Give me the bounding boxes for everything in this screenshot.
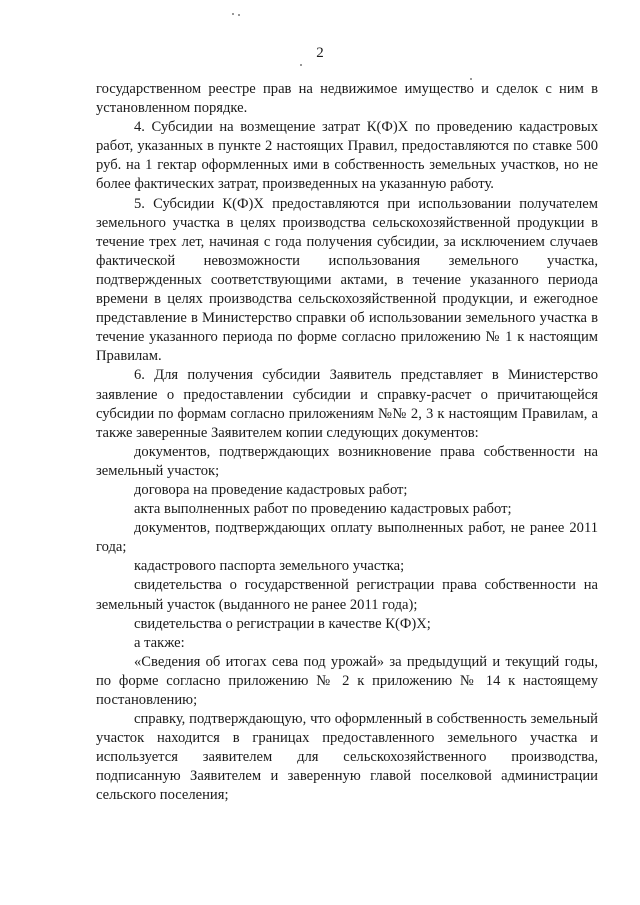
list-item: кадастрового паспорта земельного участка; bbox=[134, 558, 405, 575]
scan-speck bbox=[300, 64, 302, 66]
list-item: свидетельства о регистрации в качестве К(Ф)Х; bbox=[134, 615, 431, 632]
document-body bbox=[96, 80, 598, 806]
paragraph-item-6: 6. Для получения субсидии Заявитель представляет в Министерство заявление о предоставлении субсидии и справку-расчет о причитающейся субсидии по формам согласно приложениям №№ 2, 3 к настоящим Правилам, а также заверенные Заявителем копии следующих документов: bbox=[96, 367, 598, 441]
list-item: свидетельства о государственной регистрации права собственности на земельный участок (выданного не ранее 2011 года); bbox=[96, 577, 598, 613]
page-number: 2 bbox=[316, 45, 324, 61]
list-item: «Сведения об итогах сева под урожай» за предыдущий и текущий годы, по форме согласно приложению № 2 к приложению № 14 к настоящему постановлению; bbox=[96, 653, 598, 708]
scan-speck bbox=[238, 14, 240, 16]
scan-speck bbox=[232, 13, 234, 15]
list-item: а также: bbox=[134, 634, 185, 651]
paragraph-item-5: 5. Субсидии К(Ф)Х предоставляются при использовании получателем земельного участка в целях производства сельскохозяйственной продукции в течение трех лет, начиная с года получения субсидии, за исключением случаев фактической невозможности использования земельного участка, подтвержденных соответствующими актами, в течение указанного периода времени в целях производства сельскохозяйственной продукции, и ежегодное представление в Министерство справки об использовании земельного участка в течение указанного периода по форме согласно приложению № 1 к настоящим Правилам. bbox=[96, 195, 598, 365]
list-item: документов, подтверждающих возникновение права собственности на земельный участок; bbox=[96, 443, 598, 479]
list-item: справку, подтверждающую, что оформленный в собственность земельный участок находится в границах предоставленного земельного участка и используется заявителем для сельскохозяйственного производства, подписанную Заявителем и заверенную главой поселковой администрации сельского поселения; bbox=[96, 711, 598, 804]
paragraph-item-4: 4. Субсидии на возмещение затрат К(Ф)Х по проведению кадастровых работ, указанных в пункте 2 настоящих Правил, предоставляются по ставке 500 руб. на 1 гектар оформленных ими в собственность земельных участков, но не более фактических затрат, произведенных на указанную работу. bbox=[96, 119, 598, 193]
list-item: договора на проведение кадастровых работ; bbox=[134, 481, 408, 498]
list-item: акта выполненных работ по проведению кадастровых работ; bbox=[134, 501, 512, 518]
list-item: документов, подтверждающих оплату выполненных работ, не ранее 2011 года; bbox=[96, 520, 598, 556]
paragraph-continuation: государственном реестре прав на недвижимое имущество и сделок с ним в установленном порядке. bbox=[96, 81, 598, 117]
